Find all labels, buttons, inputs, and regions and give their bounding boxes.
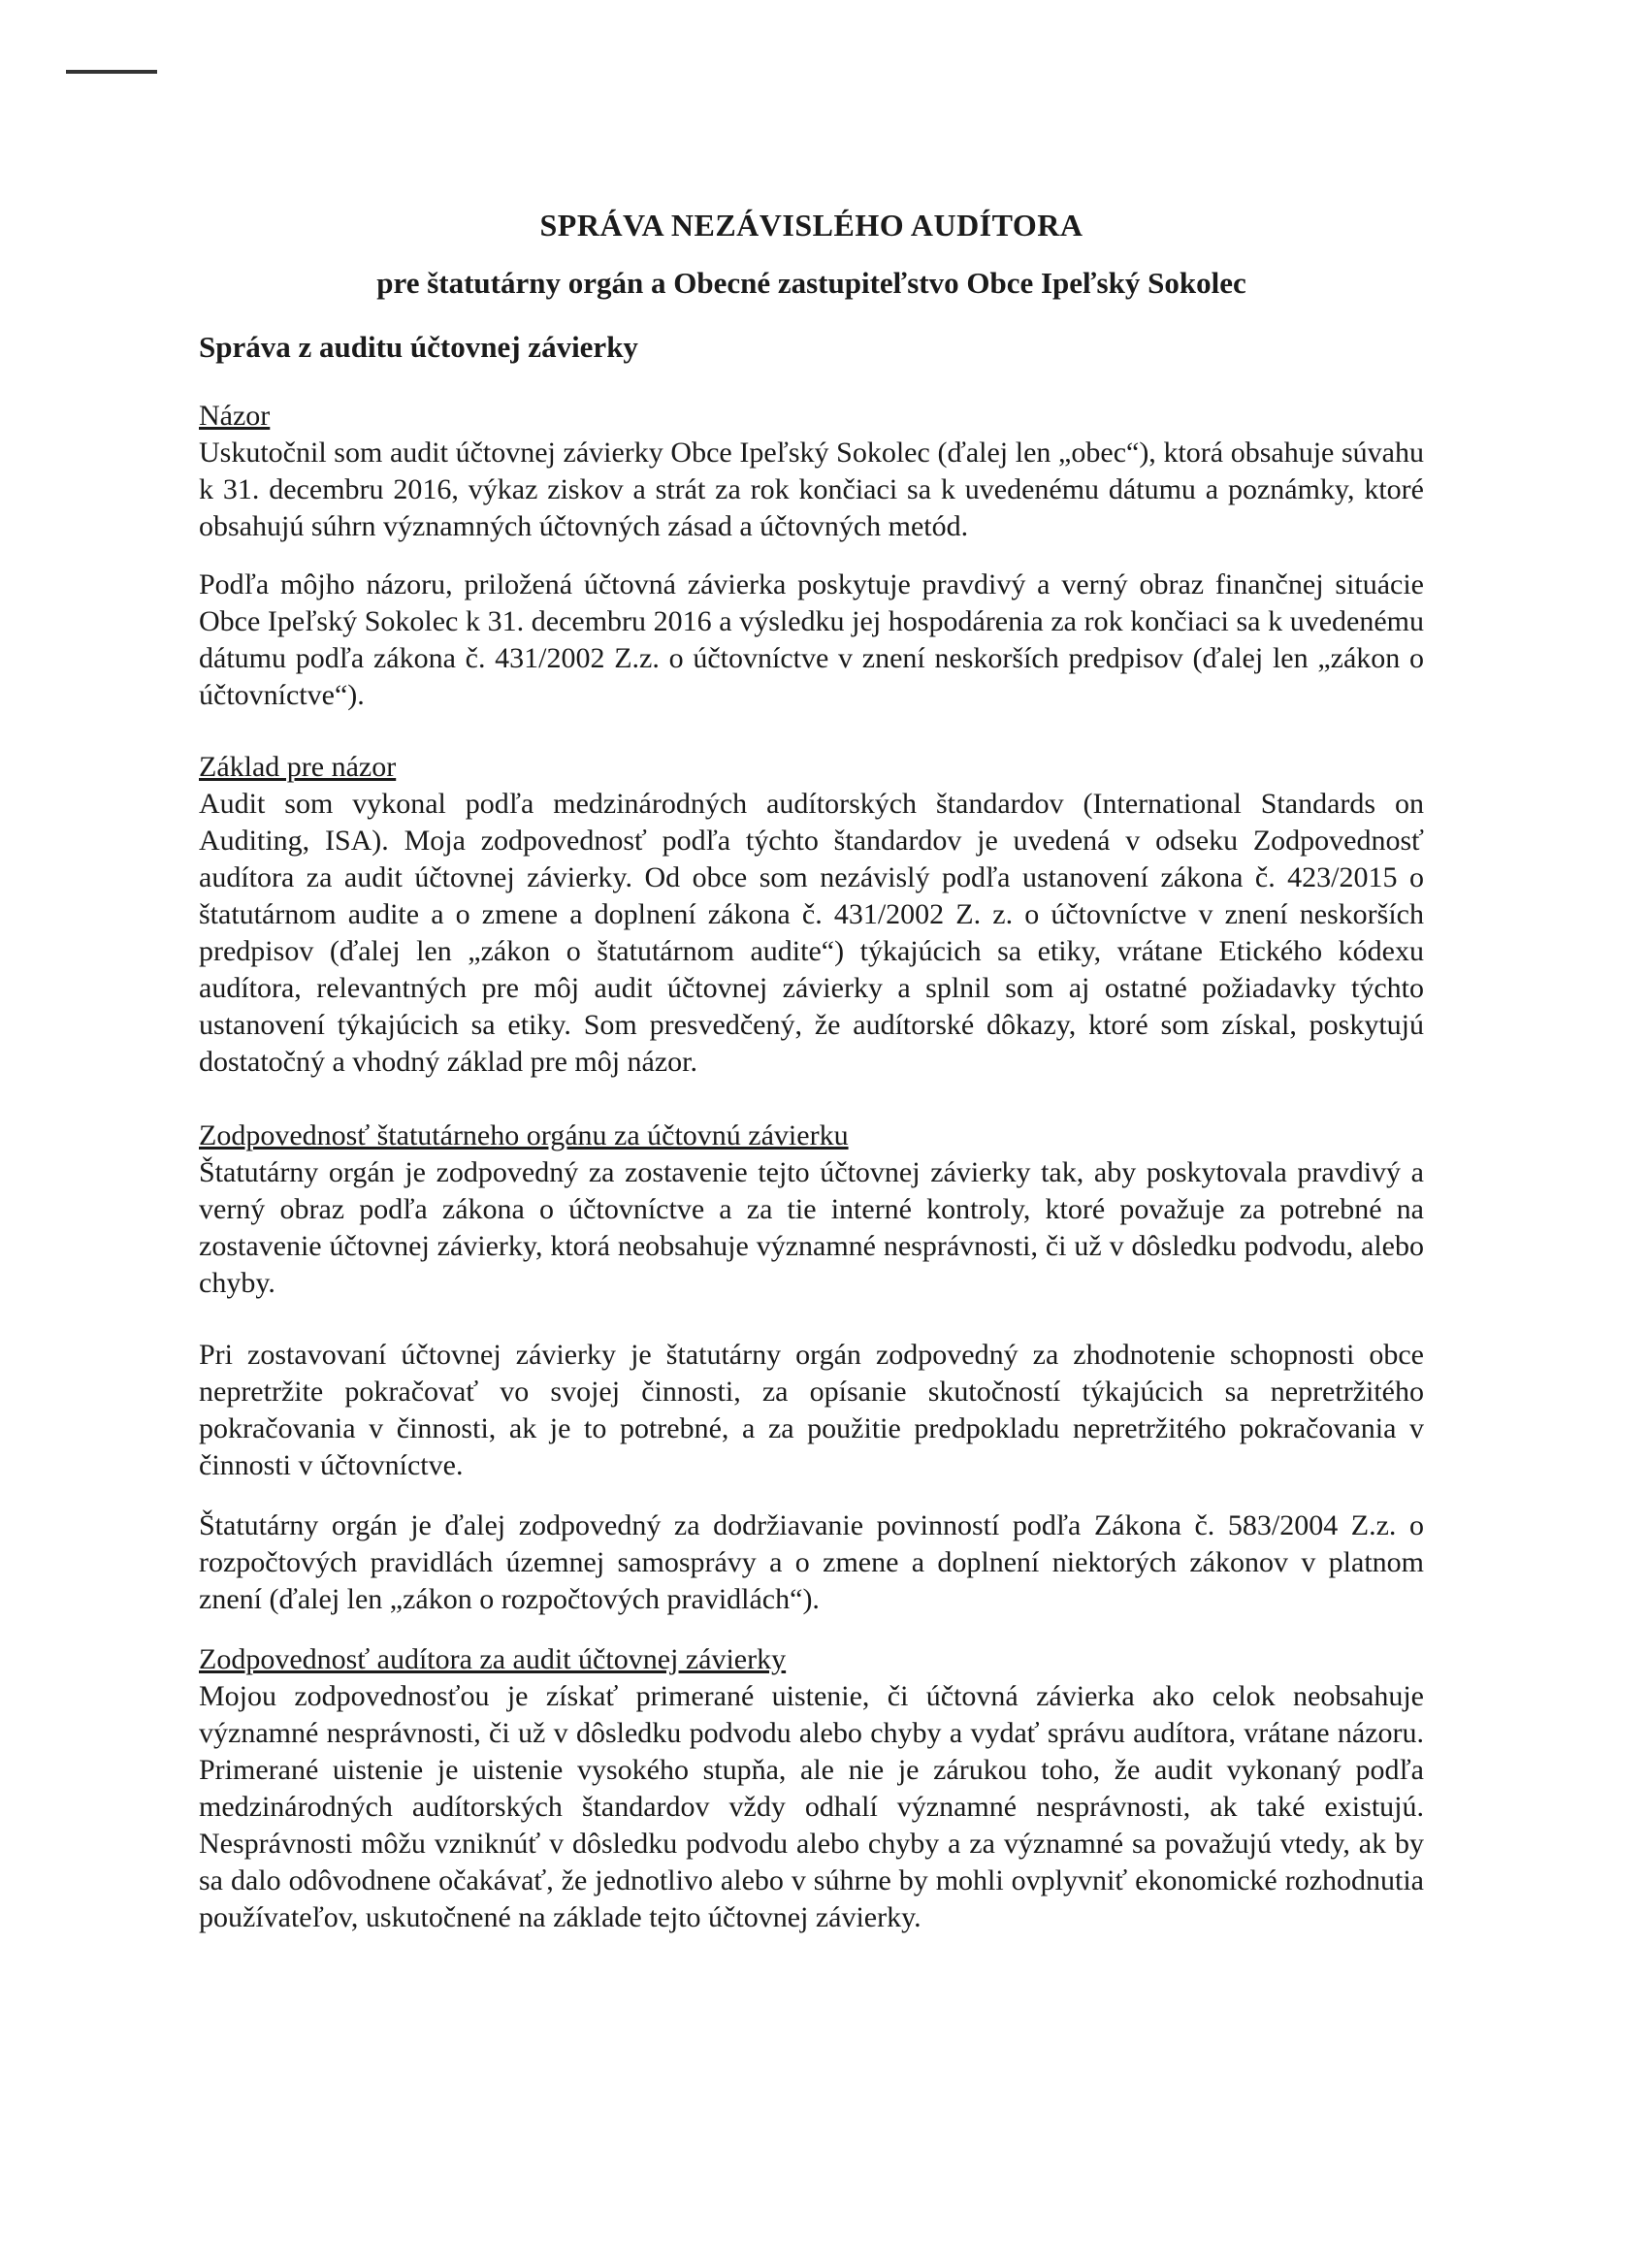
- document-subtitle: pre štatutárny orgán a Obecné zastupiteľstvo Obce Ipeľský Sokolec: [376, 266, 1246, 300]
- paragraph: Štatutárny orgán je ďalej zodpovedný za dodržiavanie povinností podľa Zákona č. 583/2004 Z.z. o rozpočtových pravidlách územnej samosprávy a o zmene a doplnení niektorých zákonov v platnom znení (ďalej len „zákon o rozpočtových pravidlách“).: [199, 1509, 1424, 1615]
- section-title: Správa z auditu účtovnej závierky: [199, 330, 638, 364]
- paragraph: Pri zostavovaní účtovnej závierky je štatutárny orgán zodpovedný za zhodnotenie schopnosti obce nepretržite pokračovať vo svojej činnosti, za opísanie skutočností týkajúcich sa nepretržitého pokračovania v činnosti, ak je to potrebné, a za použitie predpokladu nepretržitého pokračovania v činnosti v účtovníctve.: [199, 1339, 1424, 1481]
- paragraph: Mojou zodpovednosťou je získať primerané uistenie, či účtovná závierka ako celok neobsahuje významné nesprávnosti, či už v dôsledku podvodu alebo chyby a vydať správu audítora, vrátane názoru. Primerané uistenie je uistenie vysokého stupňa, ale nie je zárukou toho, že audit vykonaný podľa medzinárodných audítorských štandardov vždy odhalí významné nesprávnosti, ak také existujú. Nesprávnosti môžu vzniknúť v dôsledku podvodu alebo chyby a za významné sa považujú vtedy, ak by sa dalo odôvodnene očakávať, že jednotlivo alebo v súhrne by mohli ovplyvniť ekonomické rozhodnutia používateľov, uskutočnené na základe tejto účtovnej závierky.: [199, 1680, 1424, 1933]
- section-heading-auditor: Zodpovednosť audítora za audit účtovnej závierky: [199, 1643, 787, 1675]
- section-heading-basis: Základ pre názor: [199, 751, 397, 783]
- section-opinion: [199, 398, 1424, 545]
- section-statutory-cont-1: [199, 1337, 1424, 1484]
- paragraph: Audit som vykonal podľa medzinárodných audítorských štandardov (International Standards on Auditing, ISA). Moja zodpovednosť podľa týchto štandardov je uvedená v odseku Zodpovednosť audítora za audit účtovnej závierky. Od obce som nezávislý podľa ustanovení zákona č. 423/2015 o štatutárnom audite a o zmene a doplnení zákona č. 431/2002 Z. z. o účtovníctve v znení neskorších predpisov (ďalej len „zákon o štatutárnom audite“) týkajúcich sa etiky, vrátane Etického kódexu audítora, relevantných pre môj audit účtovnej závierky a splnil som aj ostatné požiadavky týchto ustanovení týkajúcich sa etiky. Som presvedčený, že audítorské dôkazy, ktoré som získal, poskytujú dostatočný a vhodný základ pre môj názor.: [199, 788, 1424, 1078]
- section-statutory-cont-2: [199, 1507, 1424, 1618]
- section-opinion-cont: [199, 567, 1424, 714]
- paragraph: Štatutárny orgán je zodpovedný za zostavenie tejto účtovnej závierky tak, aby poskytovala pravdivý a verný obraz podľa zákona o účtovníctve a za tie interné kontroly, ktoré považuje za potrebné na zostavenie účtovnej závierky, ktorá neobsahuje významné nesprávnosti, či už v dôsledku podvodu, alebo chyby.: [199, 1156, 1424, 1299]
- scan-artifact-line: [66, 70, 157, 74]
- section-heading-opinion: Názor: [199, 400, 271, 432]
- paragraph: Uskutočnil som audit účtovnej závierky Obce Ipeľský Sokolec (ďalej len „obec“), ktorá obsahuje súvahu k 31. decembru 2016, výkaz ziskov a strát za rok končiaci sa k uvedenému dátumu a poznámky, ktoré obsahujú súhrn významných účtovných zásad a účtovných metód.: [199, 437, 1424, 542]
- paragraph: Podľa môjho názoru, priložená účtovná závierka poskytuje pravdivý a verný obraz finančnej situácie Obce Ipeľský Sokolec k 31. decembru 2016 a výsledku jej hospodárenia za rok končiaci sa k uvedenému dátumu podľa zákona č. 431/2002 Z.z. o účtovníctve v znení neskorších predpisov (ďalej len „zákon o účtovníctve“).: [199, 568, 1424, 711]
- section-auditor-responsibility: [199, 1641, 1424, 1936]
- section-basis: [199, 749, 1424, 1081]
- section-heading-statutory: Zodpovednosť štatutárneho orgánu za účtovnú závierku: [199, 1119, 849, 1151]
- section-statutory-responsibility: [199, 1118, 1424, 1302]
- document-title: SPRÁVA NEZÁVISLÉHO AUDÍTORA: [539, 208, 1083, 243]
